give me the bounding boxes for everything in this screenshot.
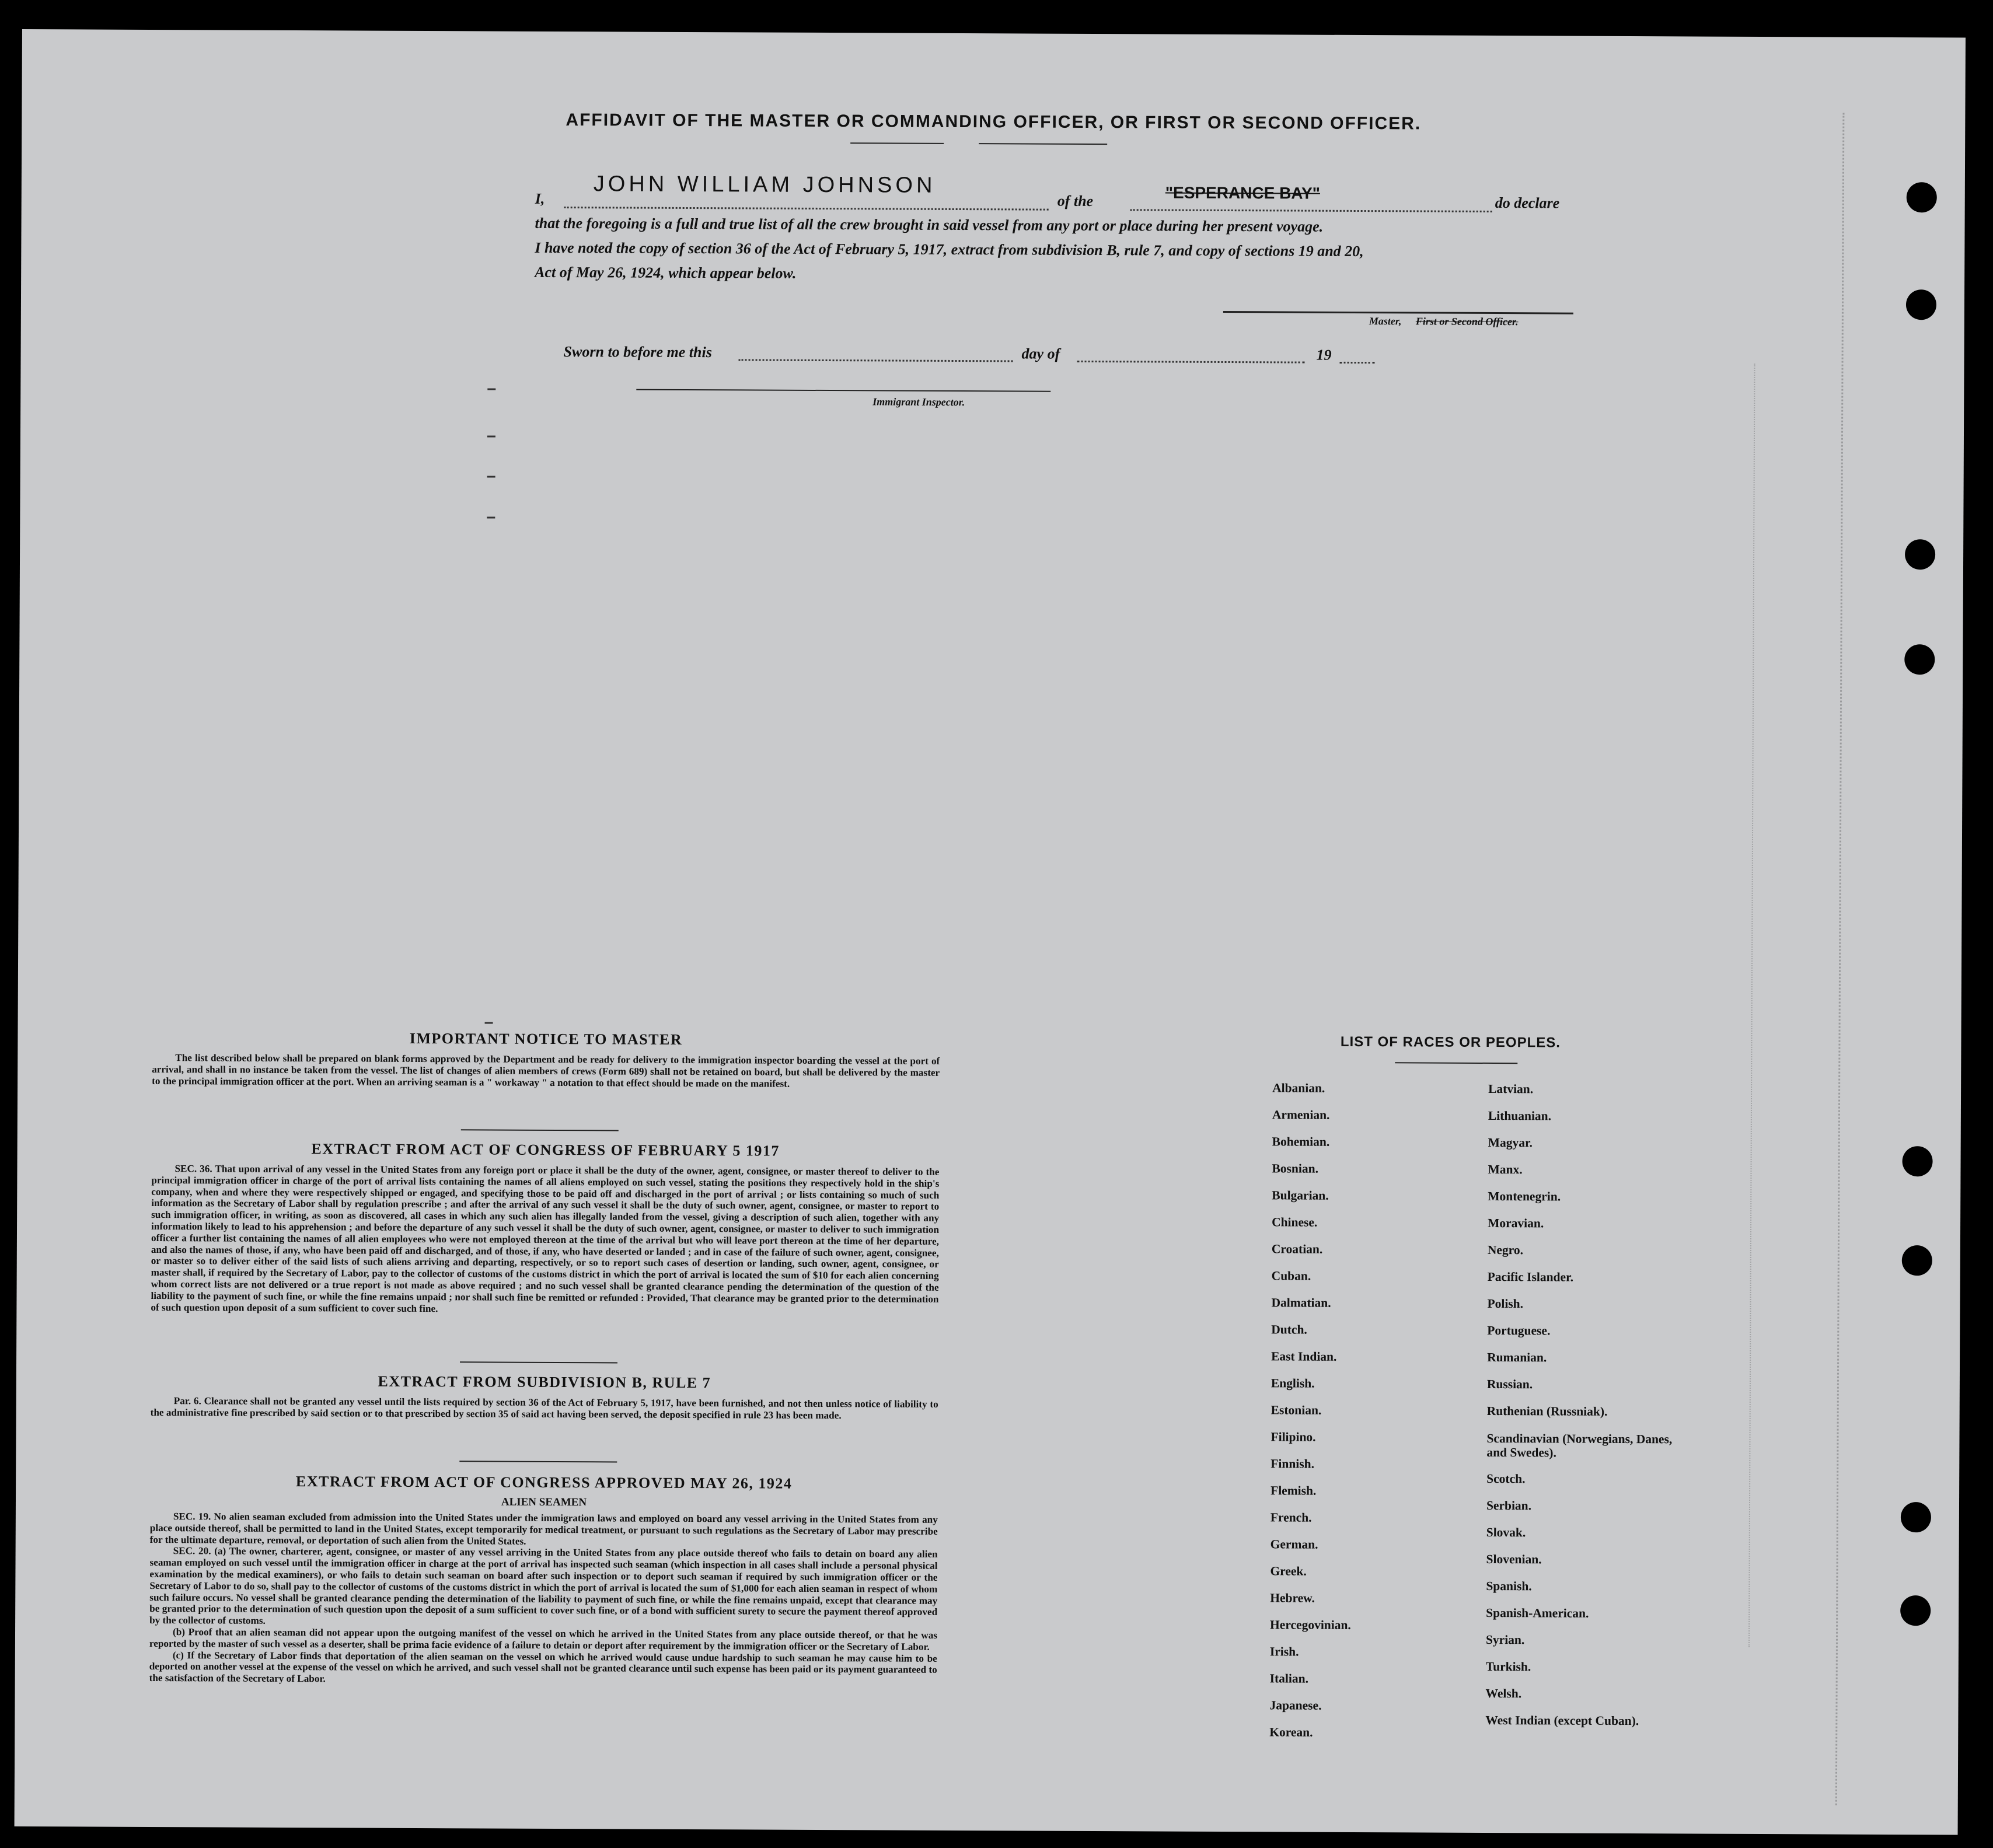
- first-second-officer-struck: First or Second Officer.: [1415, 315, 1519, 328]
- race-item: Scandinavian (Norwegians, Danes, and Swedes).: [1486, 1431, 1673, 1460]
- notice-body: [152, 1052, 940, 1090]
- race-item: Albanian.: [1272, 1081, 1325, 1095]
- race-item: Dutch.: [1271, 1322, 1307, 1337]
- master-signature-line: [1223, 311, 1573, 315]
- master-label: Master,: [1369, 315, 1402, 327]
- race-item: Serbian.: [1486, 1498, 1532, 1513]
- extract-1924-title: EXTRACT FROM ACT OF CONGRESS APPROVED MAY 26, 1924: [295, 1473, 793, 1492]
- document-page: [15, 29, 1966, 1835]
- race-item: Magyar.: [1488, 1135, 1533, 1150]
- race-item: French.: [1270, 1510, 1312, 1525]
- bleed-through-column-line: [1748, 364, 1755, 1647]
- sec-20b-paragraph: (b) Proof that an alien seaman did not appear upon the outgoing manifest of the vessel on which he arrived in the United States from any place outside thereof, or that he was reported by the master of such vessel as a deserter, shall be prima facie evidence of a failure to detain or deport after requirement by the immigration officer or the Secretary of Labor.: [149, 1626, 938, 1653]
- vessel-line: [1130, 209, 1492, 212]
- race-item: Italian.: [1269, 1671, 1309, 1686]
- punch-hole-icon: [1907, 182, 1937, 212]
- race-item: Negro.: [1487, 1242, 1524, 1257]
- race-item: Dalmatian.: [1271, 1295, 1331, 1310]
- bleed-through-column-line: [1835, 113, 1845, 1805]
- name-line: [564, 207, 1049, 211]
- do-declare-label: do declare: [1495, 194, 1560, 212]
- race-item: Korean.: [1269, 1725, 1313, 1739]
- race-item: Polish.: [1487, 1296, 1524, 1311]
- race-item: Armenian.: [1272, 1108, 1330, 1122]
- extract-rule7-body: [151, 1395, 938, 1421]
- sec-20a-paragraph: SEC. 20. (a) The owner, charterer, agent, consignee, or master of any vessel arriving in the United States from any place outside thereof who fails to detain on board any alien seaman employed on such vessel until the immigration officer in charge at the port of arrival has inspected such seaman (which inspection in all cases shall include a personal physical examination by the medical examiners), or who fails to detain such seaman on board after such inspection or to deport such seaman if required by such immigration officer or the Secretary of Labor to do so, shall pay to the collector of customs of the customs district in which the port of arrival is located the sum of $1,000 for each alien seaman in respect of whom such failure occurs. No vessel shall be granted clearance pending the determination of the liability to payment of such fine, or while the fine remains unpaid, except that clearance may be granted prior to the determination of such question upon the deposit of a sum sufficient to cover such fine, or of a bond with sufficient surety to secure the payment thereof approved by the collector of customs.: [149, 1545, 938, 1627]
- races-right-column: [1485, 1075, 1675, 1734]
- race-item: Scotch.: [1486, 1471, 1526, 1486]
- race-item: Estonian.: [1271, 1403, 1322, 1417]
- race-item: Welsh.: [1485, 1686, 1522, 1701]
- race-item: Bulgarian.: [1272, 1188, 1329, 1203]
- race-item: Finnish.: [1271, 1456, 1315, 1471]
- race-item: Russian.: [1486, 1377, 1533, 1392]
- race-item: Pacific Islander.: [1487, 1269, 1574, 1284]
- affidavit-line-3: I have noted the copy of section 36 of the Act of February 5, 1917, extract from subdivision B, rule 7, and copy of sections 19 and 20,: [535, 239, 1364, 260]
- extract-1917-title: EXTRACT FROM ACT OF CONGRESS OF FEBRUARY 5 1917: [311, 1140, 780, 1159]
- divider: [979, 143, 1107, 145]
- race-item: Turkish.: [1485, 1659, 1531, 1674]
- par-6-paragraph: Par. 6. Clearance shall not be granted any vessel until the lists required by section 36 of the Act of February 5, 1917, have been furnished, and not then unless notice of liability to the administrative fine prescribed by said section or to that prescribed by section 35 of said act having been served, the deposit specified in rule 23 has been made.: [150, 1395, 938, 1421]
- extract-1924-body: [149, 1511, 938, 1688]
- punch-hole-icon: [1900, 1595, 1931, 1626]
- race-item: Bohemian.: [1272, 1134, 1330, 1149]
- affidavit-line-2: that the foregoing is a full and true list of all the crew brought in said vessel from any port or place during her present voyage.: [535, 214, 1324, 235]
- race-item: Spanish-American.: [1486, 1605, 1589, 1620]
- race-item: Flemish.: [1271, 1483, 1317, 1498]
- year-label: 19: [1316, 346, 1332, 364]
- margin-tick: [485, 1022, 493, 1023]
- race-item: East Indian.: [1271, 1349, 1337, 1364]
- year-line: [1340, 362, 1375, 364]
- race-item: Latvian.: [1488, 1081, 1534, 1096]
- vessel-name: "ESPERANCE BAY": [1165, 183, 1321, 202]
- race-item: Moravian.: [1488, 1215, 1544, 1231]
- notice-paragraph: The list described below shall be prepared on blank forms approved by the Department and be ready for delivery to the immigration inspector boarding the vessel at the port of arrival, and shall in no instance be taken from the vessel. The list of changes of alien members of crews (Form 689) shall not be retained on board, but shall be delivered by the master to the principal immigration officer at the port. When an arriving seaman is a " workaway " a notation to that effect should be made on the manifest.: [152, 1052, 940, 1089]
- divider: [1395, 1062, 1517, 1064]
- race-item: Slovenian.: [1486, 1552, 1542, 1567]
- races-title: LIST OF RACES OR PEOPLES.: [1340, 1033, 1561, 1051]
- inspector-label: Immigrant Inspector.: [872, 396, 965, 408]
- race-item: Filipino.: [1271, 1430, 1316, 1444]
- sec-19-paragraph: SEC. 19. No alien seaman excluded from admission into the United States under the immigration laws and employed on board any vessel arriving in the United States from any place outside thereof, shall be permitted to land in the United States, except temporarily for medical treatment, or pursuant to such regulations as the Secretary of Labor may prescribe for the ultimate departure, removal, or deportation of such alien from the United States.: [149, 1511, 938, 1547]
- punch-hole-icon: [1902, 1245, 1932, 1276]
- master-name-handwritten: JOHN WILLIAM JOHNSON: [593, 172, 936, 198]
- race-item: English.: [1271, 1376, 1315, 1391]
- race-item: Manx.: [1488, 1162, 1523, 1177]
- i-label: I,: [535, 190, 545, 207]
- affidavit-line-4: Act of May 26, 1924, which appear below.: [535, 263, 797, 282]
- race-item: Croatian.: [1271, 1242, 1323, 1256]
- race-item: Slovak.: [1486, 1525, 1526, 1540]
- races-left-column: [1269, 1074, 1471, 1746]
- of-the-label: of the: [1057, 192, 1094, 210]
- margin-tick: [487, 516, 495, 518]
- race-item: Lithuanian.: [1488, 1108, 1552, 1123]
- race-item: West Indian (except Cuban).: [1485, 1713, 1639, 1728]
- sworn-label: Sworn to before me this: [563, 343, 712, 361]
- margin-tick: [487, 435, 495, 437]
- margin-tick: [487, 388, 495, 390]
- extract-1917-body: [151, 1163, 939, 1316]
- divider: [460, 1361, 617, 1363]
- race-item: Spanish.: [1486, 1578, 1532, 1594]
- sworn-day-line: [739, 359, 1013, 362]
- divider: [850, 142, 944, 144]
- race-item: Syrian.: [1485, 1632, 1525, 1647]
- extract-rule7-title: EXTRACT FROM SUBDIVISION B, RULE 7: [378, 1372, 711, 1392]
- sec-20c-paragraph: (c) If the Secretary of Labor finds that deportation of the alien seaman on the vessel on which he arrived would cause undue hardship to such seaman he may cause him to be deported on another vessel at the expense of the vessel on which he arrived, and such vessel shall not be granted clearance until such expense has been paid or its payment guaranteed to the satisfaction of the Secretary of Labor.: [149, 1649, 937, 1685]
- race-item: Irish.: [1269, 1644, 1299, 1659]
- punch-hole-icon: [1904, 644, 1935, 675]
- margin-tick: [487, 476, 495, 477]
- race-item: Bosnian.: [1272, 1161, 1319, 1176]
- race-item: Ruthenian (Russniak).: [1486, 1403, 1608, 1419]
- race-item: Hercegovinian.: [1270, 1618, 1351, 1632]
- sworn-month-line: [1077, 361, 1305, 364]
- race-item: Hebrew.: [1270, 1591, 1315, 1605]
- day-of-label: day of: [1021, 345, 1060, 362]
- punch-hole-icon: [1905, 539, 1935, 570]
- alien-seamen-subtitle: ALIEN SEAMEN: [501, 1496, 587, 1509]
- divider: [459, 1461, 617, 1462]
- race-item: Chinese.: [1272, 1215, 1318, 1229]
- race-item: Portuguese.: [1487, 1323, 1551, 1338]
- punch-hole-icon: [1901, 1502, 1931, 1532]
- sec-36-paragraph: SEC. 36. That upon arrival of any vessel in the United States from any foreign port or place it shall be the duty of the owner, agent, consignee, or master thereof to deliver to the principal immigration officer in charge of the port of arrival lists containing the names of all aliens employed on such vessel, stating the positions they respectively hold in the ship's company, when and where they were respectively shipped or engaged, and specifying those to be paid off and discharged in the port of arrival ; or lists containing so much of such information as the Secretary of Labor shall by regulation prescribe ; and after the arrival of any such vessel it shall be the duty of such owner, agent, consignee, or master to report to such immigration officer, in writing, as soon as discovered, all cases in which any such alien has illegally landed from the vessel, giving a description of such alien, together with any information likely to lead to his apprehension ; and before the departure of any such vessel it shall be the duty of such owner, agent, consignee, or master to deliver to such immigration officer a further list containing the names of all alien employees who were not employed thereon at the time of the arrival but who will leave port thereon at the time of her departure, and also the names of those, if any, who have been paid off and discharged, and of those, if any, who have deserted or landed ; and in case of the failure of such owner, agent, consignee, or master so to deliver either of the said lists of such aliens arriving and departing, respectively, or so to report such cases of desertion or landing, such owner, agent, consignee, or master shall, if required by the Secretary of Labor, pay to the collector of customs of the customs district in which the port of arrival is located the sum of $10 for each alien concerning whom correct lists are not delivered or a true report is not made as above required ; and no such vessel shall be granted clearance pending the determination of the question of the liability to the payment of such fine, or while the fine remains unpaid ; nor shall such fine be remitted or refunded : Provided, That clearance may be granted prior to the determination of such question upon deposit of a sum sufficient to cover such fine.: [151, 1163, 940, 1314]
- inspector-signature-line: [636, 389, 1050, 392]
- affidavit-title: AFFIDAVIT OF THE MASTER OR COMMANDING OFFICER, OR FIRST OR SECOND OFFICER.: [566, 110, 1422, 134]
- race-item: Cuban.: [1271, 1269, 1311, 1283]
- race-item: Rumanian.: [1487, 1350, 1547, 1365]
- race-item: Montenegrin.: [1488, 1189, 1561, 1204]
- punch-hole-icon: [1906, 289, 1936, 320]
- divider: [461, 1129, 619, 1131]
- punch-hole-icon: [1902, 1146, 1932, 1176]
- notice-title: IMPORTANT NOTICE TO MASTER: [409, 1029, 683, 1048]
- race-item: Japanese.: [1269, 1698, 1322, 1713]
- race-item: Greek.: [1270, 1564, 1307, 1578]
- race-item: German.: [1270, 1537, 1318, 1552]
